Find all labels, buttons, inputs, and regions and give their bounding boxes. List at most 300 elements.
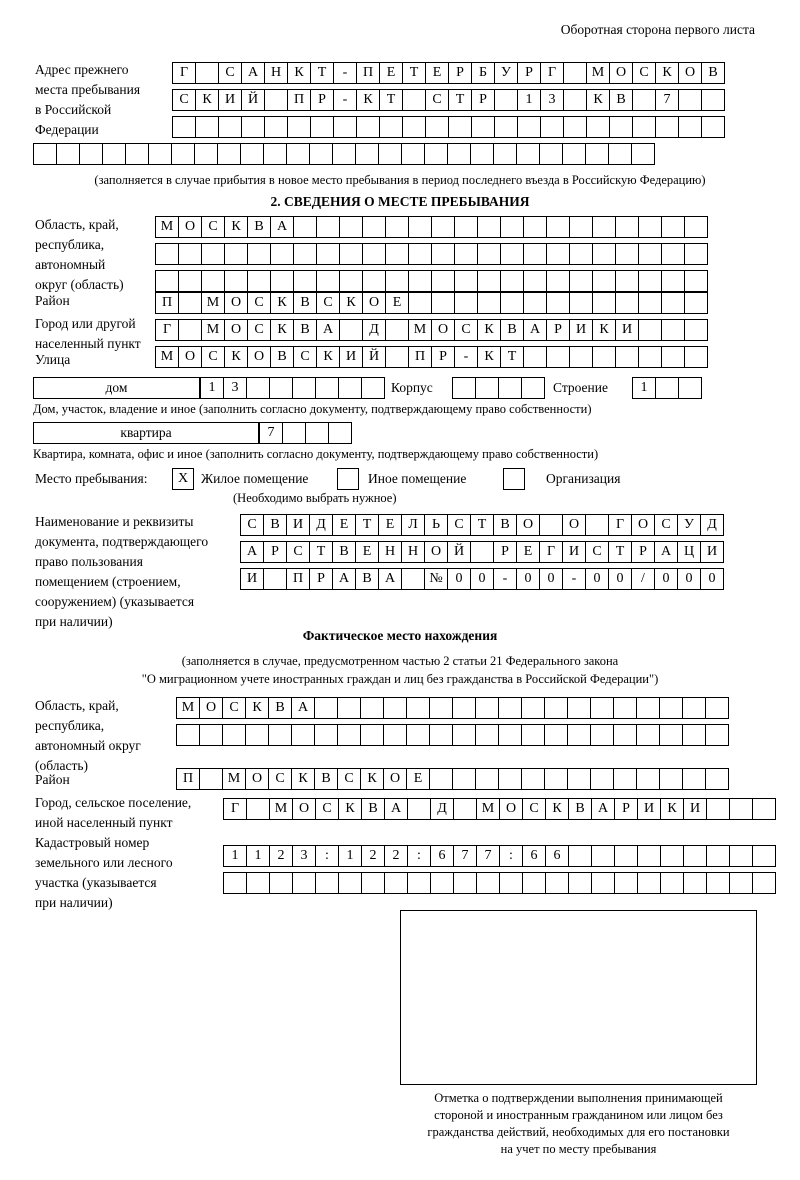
char-cell[interactable] (429, 697, 453, 719)
char-cell[interactable] (684, 292, 708, 314)
char-cell[interactable]: С (316, 292, 340, 314)
char-cell[interactable]: 1 (223, 845, 247, 867)
actual-district-row[interactable] (176, 768, 728, 790)
char-cell[interactable]: У (494, 62, 518, 84)
char-cell[interactable]: - (454, 346, 478, 368)
char-cell[interactable] (408, 243, 432, 265)
region-row-3[interactable] (155, 270, 707, 292)
char-cell[interactable] (638, 346, 662, 368)
char-cell[interactable] (661, 292, 685, 314)
char-cell[interactable] (223, 872, 247, 894)
char-cell[interactable] (546, 346, 570, 368)
char-cell[interactable]: 1 (517, 89, 541, 111)
char-cell[interactable]: Т (310, 62, 334, 84)
char-cell[interactable]: Р (471, 89, 495, 111)
char-cell[interactable] (337, 697, 361, 719)
char-cell[interactable]: 7 (259, 422, 283, 444)
char-cell[interactable]: И (562, 541, 586, 563)
char-cell[interactable] (539, 143, 563, 165)
char-cell[interactable]: 0 (539, 568, 563, 590)
char-cell[interactable]: К (477, 319, 501, 341)
char-cell[interactable] (240, 143, 264, 165)
char-cell[interactable] (355, 143, 379, 165)
char-cell[interactable]: 1 (200, 377, 224, 399)
char-cell[interactable] (544, 724, 568, 746)
char-cell[interactable] (585, 143, 609, 165)
char-cell[interactable] (471, 116, 495, 138)
checkbox-residential[interactable]: X (172, 468, 194, 490)
char-cell[interactable] (678, 89, 702, 111)
char-cell[interactable] (148, 143, 172, 165)
char-cell[interactable]: Б (471, 62, 495, 84)
char-cell[interactable] (477, 292, 501, 314)
char-cell[interactable]: М (201, 319, 225, 341)
char-cell[interactable]: В (332, 541, 356, 563)
char-cell[interactable] (241, 116, 265, 138)
char-cell[interactable] (102, 143, 126, 165)
char-cell[interactable]: П (176, 768, 200, 790)
char-cell[interactable] (33, 143, 57, 165)
char-cell[interactable] (337, 724, 361, 746)
char-cell[interactable]: Т (500, 346, 524, 368)
char-cell[interactable] (546, 243, 570, 265)
prev-address-row-3[interactable] (172, 116, 724, 138)
char-cell[interactable] (155, 270, 179, 292)
char-cell[interactable]: Г (608, 514, 632, 536)
char-cell[interactable]: С (268, 768, 292, 790)
char-cell[interactable] (523, 292, 547, 314)
char-cell[interactable] (585, 514, 609, 536)
char-cell[interactable] (385, 216, 409, 238)
char-cell[interactable] (431, 292, 455, 314)
char-cell[interactable] (701, 89, 725, 111)
char-cell[interactable]: Г (172, 62, 196, 84)
char-cell[interactable]: И (615, 319, 639, 341)
char-cell[interactable] (431, 216, 455, 238)
char-cell[interactable]: / (631, 568, 655, 590)
char-cell[interactable]: П (155, 292, 179, 314)
char-cell[interactable] (172, 116, 196, 138)
char-cell[interactable]: К (245, 697, 269, 719)
char-cell[interactable] (521, 697, 545, 719)
char-cell[interactable] (431, 270, 455, 292)
char-cell[interactable]: Ц (677, 541, 701, 563)
char-cell[interactable]: Е (378, 514, 402, 536)
char-cell[interactable]: Т (402, 62, 426, 84)
char-cell[interactable]: 7 (655, 89, 679, 111)
char-cell[interactable]: А (240, 541, 264, 563)
char-cell[interactable] (682, 697, 706, 719)
char-cell[interactable] (332, 143, 356, 165)
char-cell[interactable]: В (293, 319, 317, 341)
char-cell[interactable] (270, 243, 294, 265)
char-cell[interactable]: Е (406, 768, 430, 790)
char-cell[interactable]: О (224, 319, 248, 341)
char-cell[interactable] (614, 845, 638, 867)
char-cell[interactable] (408, 216, 432, 238)
char-cell[interactable]: К (195, 89, 219, 111)
char-cell[interactable] (315, 872, 339, 894)
char-cell[interactable]: С (240, 514, 264, 536)
char-cell[interactable]: О (562, 514, 586, 536)
char-cell[interactable]: С (201, 216, 225, 238)
char-cell[interactable] (682, 724, 706, 746)
char-cell[interactable] (655, 116, 679, 138)
char-cell[interactable] (568, 845, 592, 867)
char-cell[interactable]: М (155, 216, 179, 238)
char-cell[interactable] (339, 216, 363, 238)
char-cell[interactable]: В (701, 62, 725, 84)
cadastral-row-2[interactable] (223, 872, 775, 894)
char-cell[interactable] (705, 697, 729, 719)
char-cell[interactable]: С (218, 62, 242, 84)
char-cell[interactable] (454, 216, 478, 238)
char-cell[interactable] (379, 116, 403, 138)
char-cell[interactable] (613, 697, 637, 719)
char-cell[interactable] (217, 143, 241, 165)
char-cell[interactable]: Е (425, 62, 449, 84)
char-cell[interactable] (563, 62, 587, 84)
char-cell[interactable] (591, 845, 615, 867)
char-cell[interactable] (292, 377, 316, 399)
char-cell[interactable] (569, 346, 593, 368)
char-cell[interactable]: Р (517, 62, 541, 84)
char-cell[interactable] (316, 243, 340, 265)
char-cell[interactable]: 3 (223, 377, 247, 399)
char-cell[interactable] (632, 116, 656, 138)
char-cell[interactable] (586, 116, 610, 138)
char-cell[interactable]: 1 (338, 845, 362, 867)
char-cell[interactable] (378, 143, 402, 165)
char-cell[interactable] (684, 270, 708, 292)
char-cell[interactable] (752, 872, 776, 894)
char-cell[interactable]: 1 (632, 377, 656, 399)
char-cell[interactable]: С (425, 89, 449, 111)
char-cell[interactable]: 0 (447, 568, 471, 590)
char-cell[interactable] (309, 143, 333, 165)
char-cell[interactable] (199, 768, 223, 790)
char-cell[interactable] (339, 270, 363, 292)
char-cell[interactable] (682, 768, 706, 790)
char-cell[interactable]: С (293, 346, 317, 368)
char-cell[interactable] (292, 872, 316, 894)
char-cell[interactable]: М (222, 768, 246, 790)
char-cell[interactable] (218, 116, 242, 138)
char-cell[interactable] (499, 872, 523, 894)
char-cell[interactable] (178, 292, 202, 314)
char-cell[interactable] (523, 346, 547, 368)
char-cell[interactable]: К (477, 346, 501, 368)
char-cell[interactable]: С (454, 319, 478, 341)
char-cell[interactable]: Н (401, 541, 425, 563)
actual-region-row-1[interactable] (176, 697, 728, 719)
char-cell[interactable] (752, 798, 776, 820)
char-cell[interactable] (431, 243, 455, 265)
prev-address-row-1[interactable] (172, 62, 724, 84)
char-cell[interactable] (282, 422, 306, 444)
char-cell[interactable] (452, 724, 476, 746)
char-cell[interactable]: К (545, 798, 569, 820)
char-cell[interactable]: М (176, 697, 200, 719)
char-cell[interactable] (659, 697, 683, 719)
char-cell[interactable] (452, 768, 476, 790)
char-cell[interactable] (314, 697, 338, 719)
char-cell[interactable] (498, 724, 522, 746)
char-cell[interactable] (454, 270, 478, 292)
char-cell[interactable] (498, 377, 522, 399)
char-cell[interactable] (246, 872, 270, 894)
char-cell[interactable] (609, 116, 633, 138)
char-cell[interactable] (615, 216, 639, 238)
char-cell[interactable]: Е (332, 514, 356, 536)
char-cell[interactable]: М (476, 798, 500, 820)
char-cell[interactable] (660, 845, 684, 867)
char-cell[interactable] (517, 116, 541, 138)
char-cell[interactable] (660, 872, 684, 894)
char-cell[interactable]: - (333, 62, 357, 84)
char-cell[interactable] (452, 377, 476, 399)
char-cell[interactable]: В (268, 697, 292, 719)
char-cell[interactable] (270, 270, 294, 292)
char-cell[interactable]: О (199, 697, 223, 719)
char-cell[interactable] (476, 872, 500, 894)
char-cell[interactable]: Н (264, 62, 288, 84)
char-cell[interactable] (452, 697, 476, 719)
char-cell[interactable] (385, 319, 409, 341)
char-cell[interactable] (615, 270, 639, 292)
char-cell[interactable]: К (586, 89, 610, 111)
char-cell[interactable] (291, 724, 315, 746)
char-cell[interactable] (562, 143, 586, 165)
char-cell[interactable] (638, 270, 662, 292)
char-cell[interactable] (178, 319, 202, 341)
char-cell[interactable]: Т (379, 89, 403, 111)
char-cell[interactable]: П (408, 346, 432, 368)
char-cell[interactable]: 6 (430, 845, 454, 867)
char-cell[interactable] (659, 724, 683, 746)
char-cell[interactable] (475, 724, 499, 746)
char-cell[interactable]: В (568, 798, 592, 820)
char-cell[interactable]: А (270, 216, 294, 238)
char-cell[interactable] (706, 872, 730, 894)
char-cell[interactable]: Р (614, 798, 638, 820)
char-cell[interactable] (263, 568, 287, 590)
char-cell[interactable] (661, 243, 685, 265)
char-cell[interactable]: М (201, 292, 225, 314)
char-cell[interactable]: Т (309, 541, 333, 563)
char-cell[interactable] (661, 216, 685, 238)
char-cell[interactable]: 0 (608, 568, 632, 590)
char-cell[interactable] (305, 422, 329, 444)
char-cell[interactable] (454, 243, 478, 265)
street-row[interactable] (155, 346, 707, 368)
char-cell[interactable] (701, 116, 725, 138)
checkbox-organization[interactable] (503, 468, 525, 490)
stamp-box[interactable] (400, 910, 757, 1085)
char-cell[interactable]: К (224, 216, 248, 238)
char-cell[interactable]: В (609, 89, 633, 111)
char-cell[interactable]: Й (447, 541, 471, 563)
char-cell[interactable] (171, 143, 195, 165)
char-cell[interactable]: 0 (470, 568, 494, 590)
char-cell[interactable]: Р (448, 62, 472, 84)
char-cell[interactable]: А (384, 798, 408, 820)
char-cell[interactable] (201, 270, 225, 292)
char-cell[interactable]: А (591, 798, 615, 820)
char-cell[interactable]: 6 (545, 845, 569, 867)
char-cell[interactable] (592, 270, 616, 292)
char-cell[interactable] (385, 243, 409, 265)
char-cell[interactable] (316, 270, 340, 292)
char-cell[interactable] (362, 216, 386, 238)
char-cell[interactable]: И (286, 514, 310, 536)
char-cell[interactable] (494, 89, 518, 111)
char-cell[interactable]: О (678, 62, 702, 84)
char-cell[interactable]: П (356, 62, 380, 84)
char-cell[interactable]: Е (516, 541, 540, 563)
char-cell[interactable] (608, 143, 632, 165)
char-cell[interactable]: А (291, 697, 315, 719)
house-cells[interactable] (200, 377, 384, 399)
char-cell[interactable] (224, 243, 248, 265)
char-cell[interactable] (615, 243, 639, 265)
char-cell[interactable] (429, 768, 453, 790)
char-cell[interactable]: Г (539, 541, 563, 563)
char-cell[interactable] (567, 724, 591, 746)
char-cell[interactable]: Г (223, 798, 247, 820)
char-cell[interactable] (454, 292, 478, 314)
char-cell[interactable]: 7 (476, 845, 500, 867)
char-cell[interactable]: Т (355, 514, 379, 536)
char-cell[interactable]: 0 (654, 568, 678, 590)
char-cell[interactable] (568, 872, 592, 894)
city-row[interactable] (155, 319, 707, 341)
char-cell[interactable] (563, 116, 587, 138)
char-cell[interactable] (224, 270, 248, 292)
char-cell[interactable] (286, 143, 310, 165)
char-cell[interactable]: Е (385, 292, 409, 314)
char-cell[interactable] (632, 89, 656, 111)
char-cell[interactable]: О (383, 768, 407, 790)
char-cell[interactable] (293, 216, 317, 238)
char-cell[interactable]: К (655, 62, 679, 84)
char-cell[interactable] (500, 292, 524, 314)
char-cell[interactable] (339, 319, 363, 341)
char-cell[interactable]: Д (430, 798, 454, 820)
char-cell[interactable]: С (315, 798, 339, 820)
char-cell[interactable] (684, 243, 708, 265)
char-cell[interactable] (592, 346, 616, 368)
char-cell[interactable] (638, 292, 662, 314)
char-cell[interactable] (590, 697, 614, 719)
char-cell[interactable]: С (654, 514, 678, 536)
char-cell[interactable]: 0 (700, 568, 724, 590)
char-cell[interactable] (362, 243, 386, 265)
char-cell[interactable]: С (222, 697, 246, 719)
char-cell[interactable] (752, 845, 776, 867)
char-cell[interactable]: : (499, 845, 523, 867)
char-cell[interactable] (661, 270, 685, 292)
char-cell[interactable] (521, 377, 545, 399)
char-cell[interactable]: О (362, 292, 386, 314)
prev-address-row-2[interactable] (172, 89, 724, 111)
char-cell[interactable]: С (585, 541, 609, 563)
char-cell[interactable] (522, 872, 546, 894)
char-cell[interactable] (498, 768, 522, 790)
char-cell[interactable]: С (522, 798, 546, 820)
char-cell[interactable]: Д (362, 319, 386, 341)
char-cell[interactable]: О (247, 346, 271, 368)
char-cell[interactable] (661, 319, 685, 341)
char-cell[interactable] (684, 346, 708, 368)
char-cell[interactable]: М (586, 62, 610, 84)
char-cell[interactable] (683, 845, 707, 867)
char-cell[interactable] (500, 243, 524, 265)
char-cell[interactable]: К (316, 346, 340, 368)
char-cell[interactable] (613, 768, 637, 790)
char-cell[interactable] (591, 872, 615, 894)
char-cell[interactable] (638, 243, 662, 265)
char-cell[interactable] (339, 243, 363, 265)
char-cell[interactable]: 2 (361, 845, 385, 867)
char-cell[interactable]: Л (401, 514, 425, 536)
char-cell[interactable]: К (270, 292, 294, 314)
char-cell[interactable] (615, 346, 639, 368)
char-cell[interactable]: 1 (246, 845, 270, 867)
char-cell[interactable] (637, 872, 661, 894)
char-cell[interactable]: О (178, 346, 202, 368)
char-cell[interactable]: С (337, 768, 361, 790)
char-cell[interactable] (264, 116, 288, 138)
char-cell[interactable]: С (247, 319, 271, 341)
char-cell[interactable]: О (609, 62, 633, 84)
char-cell[interactable]: В (314, 768, 338, 790)
char-cell[interactable] (194, 143, 218, 165)
char-cell[interactable]: А (332, 568, 356, 590)
char-cell[interactable] (424, 143, 448, 165)
char-cell[interactable]: Т (448, 89, 472, 111)
char-cell[interactable] (246, 798, 270, 820)
char-cell[interactable] (360, 697, 384, 719)
char-cell[interactable]: И (569, 319, 593, 341)
char-cell[interactable]: - (333, 89, 357, 111)
char-cell[interactable] (544, 697, 568, 719)
char-cell[interactable] (516, 143, 540, 165)
char-cell[interactable]: В (293, 292, 317, 314)
char-cell[interactable]: И (700, 541, 724, 563)
char-cell[interactable] (569, 243, 593, 265)
char-cell[interactable] (328, 422, 352, 444)
char-cell[interactable] (360, 724, 384, 746)
char-cell[interactable]: К (660, 798, 684, 820)
char-cell[interactable]: : (407, 845, 431, 867)
char-cell[interactable]: 6 (522, 845, 546, 867)
char-cell[interactable] (636, 768, 660, 790)
char-cell[interactable] (498, 697, 522, 719)
char-cell[interactable]: 2 (384, 845, 408, 867)
flat-cells[interactable] (259, 422, 351, 444)
char-cell[interactable]: 2 (269, 845, 293, 867)
char-cell[interactable]: Д (700, 514, 724, 536)
char-cell[interactable]: К (356, 89, 380, 111)
char-cell[interactable] (706, 798, 730, 820)
char-cell[interactable] (406, 697, 430, 719)
char-cell[interactable] (361, 377, 385, 399)
document-row-1[interactable] (240, 514, 723, 536)
char-cell[interactable] (338, 377, 362, 399)
char-cell[interactable] (545, 872, 569, 894)
cadastral-row-1[interactable] (223, 845, 775, 867)
